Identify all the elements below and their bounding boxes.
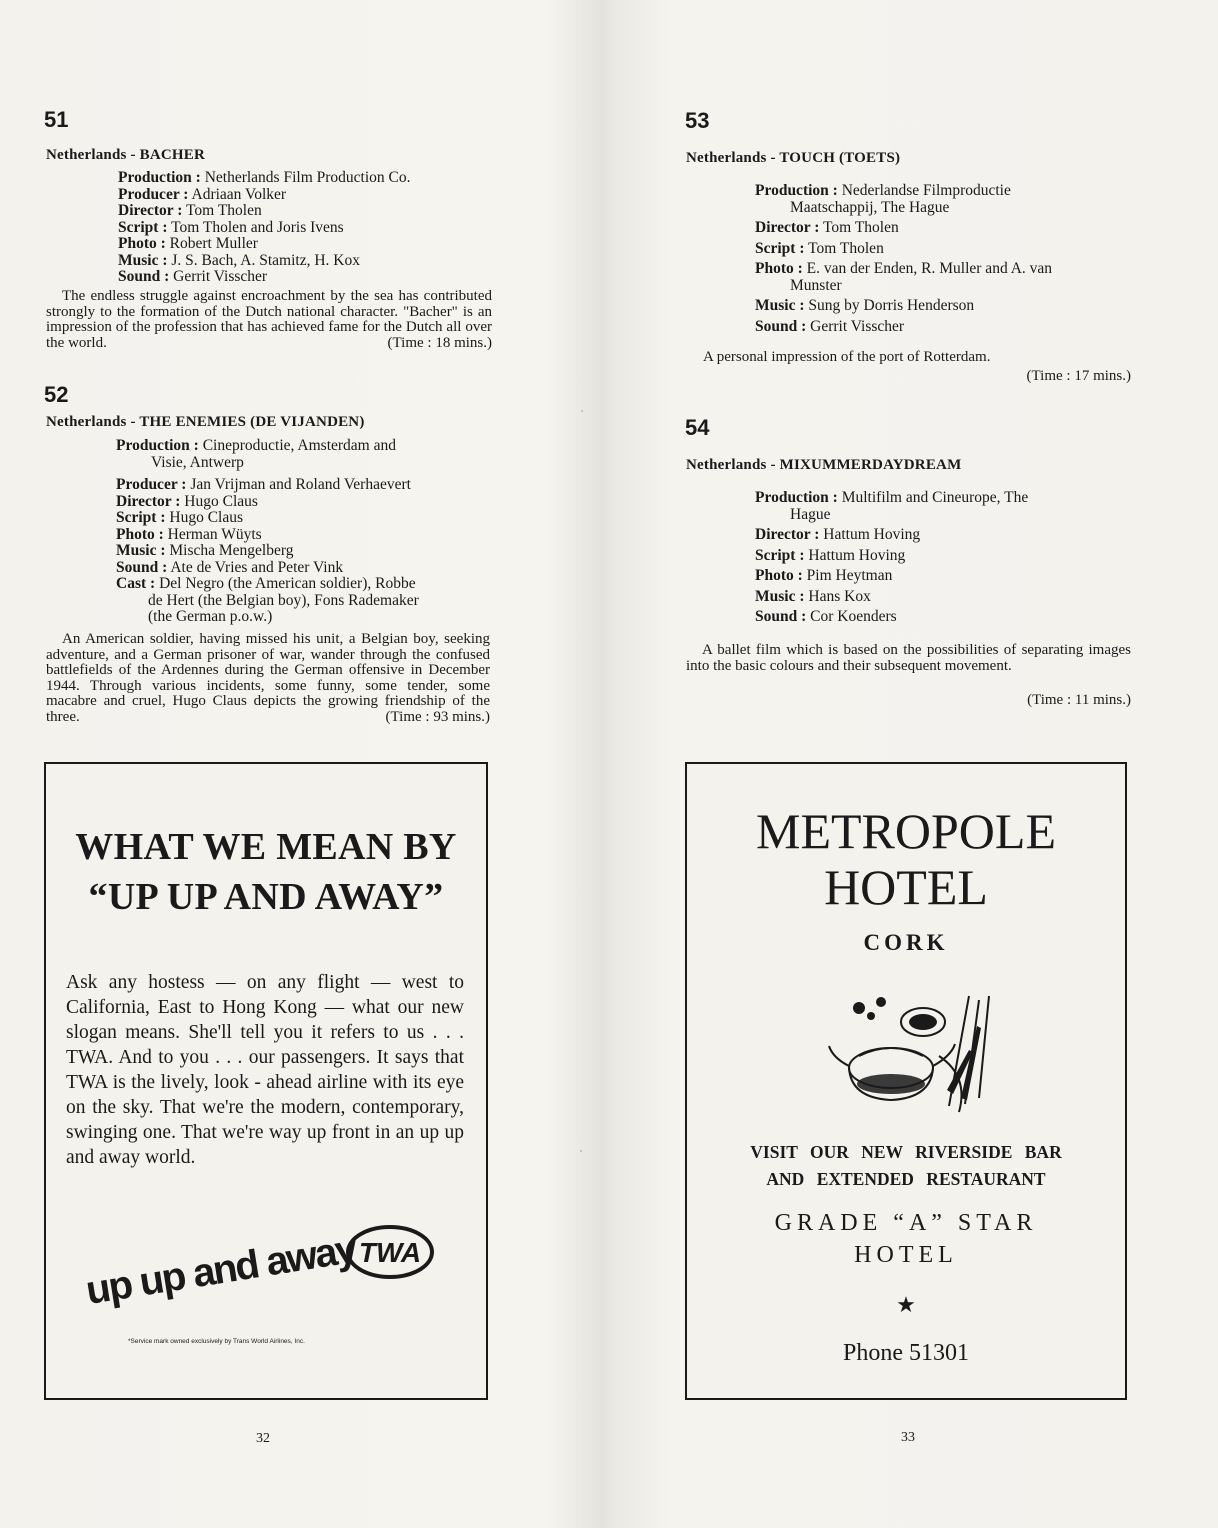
ad-footnote: *Service mark owned exclusively by Trans World Airlines, Inc. bbox=[128, 1338, 305, 1345]
ad-headline: “UP UP AND AWAY” bbox=[88, 876, 444, 918]
entry-number: 51 bbox=[44, 107, 69, 132]
hotel-name: METROPOLE bbox=[756, 803, 1056, 859]
film-title: Netherlands - THE ENEMIES (DE VIJANDEN) bbox=[46, 414, 365, 430]
film-time: (Time : 18 mins.) bbox=[387, 334, 492, 351]
credit-row: Script : Hugo Claus bbox=[116, 509, 244, 526]
hotel-advertisement bbox=[685, 762, 1127, 1400]
paper-speck bbox=[580, 1150, 582, 1152]
credit-row: Music : Hans Kox bbox=[755, 587, 871, 605]
hotel-bar-line: AND EXTENDED RESTAURANT bbox=[766, 1169, 1046, 1189]
ad-slogan: up up and away bbox=[82, 1226, 359, 1314]
credit-row: Photo : Pim Heytman bbox=[755, 567, 893, 584]
credit-row: Photo : Herman Wüyts bbox=[116, 525, 262, 543]
film-time: (Time : 11 mins.) bbox=[1027, 692, 1131, 708]
twa-advertisement bbox=[44, 762, 488, 1400]
credit-row: Producer : Adriaan Volker bbox=[118, 185, 287, 203]
credit-row: Director : Tom Tholen bbox=[118, 202, 262, 219]
credits-list bbox=[116, 438, 496, 626]
star-icon: ★ bbox=[896, 1292, 916, 1317]
twa-logo-text: TWA bbox=[358, 1237, 422, 1268]
credit-row: Photo : Robert Muller bbox=[118, 235, 258, 252]
film-title: Netherlands - BACHER bbox=[46, 147, 206, 163]
film-description: A personal impression of the port of Rotterdam. bbox=[703, 349, 991, 365]
page-number: 33 bbox=[901, 1430, 915, 1445]
credit-row: Cast : Del Negro (the American soldier), Robbe de Hert (the Belgian boy), Fons Rademaker (the German p.o.w.) bbox=[116, 575, 419, 625]
ad-headline: WHAT WE MEAN BY bbox=[75, 826, 457, 868]
right-page bbox=[609, 0, 1218, 1528]
credit-row: Producer : Jan Vrijman and Roland Verhaevert bbox=[116, 476, 411, 493]
credit-row: Music : Sung by Dorris Henderson bbox=[755, 297, 975, 314]
credit-row: Script : Tom Tholen and Joris Ivens bbox=[118, 218, 344, 236]
credit-row: Director : Hattum Hoving bbox=[755, 526, 921, 543]
hotel-name: HOTEL bbox=[824, 859, 988, 915]
film-title: Netherlands - MIXUMMERDAYDREAM bbox=[686, 457, 962, 473]
tableware-illustration-icon bbox=[819, 986, 1009, 1116]
credits-list bbox=[755, 183, 1145, 339]
hotel-phone: Phone 51301 bbox=[843, 1340, 969, 1366]
credit-row: Production : Cineproductie, Amsterdam and Visie, Antwerp bbox=[116, 437, 396, 471]
credit-row: Sound : Gerrit Visscher bbox=[118, 268, 268, 285]
hotel-bar-line: VISIT OUR NEW RIVERSIDE BAR bbox=[750, 1142, 1062, 1162]
hotel-grade-line: HOTEL bbox=[854, 1242, 958, 1268]
paper-speck bbox=[581, 410, 583, 412]
credits-list bbox=[755, 490, 1145, 630]
film-time: (Time : 93 mins.) bbox=[385, 708, 490, 725]
entry-number: 54 bbox=[685, 415, 710, 440]
credit-row: Sound : Cor Koenders bbox=[755, 608, 897, 625]
entry-number: 53 bbox=[685, 108, 710, 133]
hotel-grade-line: GRADE “A” STAR bbox=[774, 1210, 1038, 1236]
twa-logo-icon bbox=[342, 1222, 438, 1282]
credit-row: Photo : E. van der Enden, R. Muller and A. van Munster bbox=[755, 260, 1053, 294]
film-title: Netherlands - TOUCH (TOETS) bbox=[686, 150, 901, 166]
credit-row: Script : Hattum Hoving bbox=[755, 546, 906, 564]
page-number: 32 bbox=[256, 1431, 270, 1446]
film-time: (Time : 17 mins.) bbox=[1026, 368, 1131, 384]
credit-row: Production : Multifilm and Cineurope, The Hague bbox=[755, 489, 1029, 523]
film-description: A ballet film which is based on the possibilities of separating images into the basic colours and their subsequent movement. bbox=[686, 642, 1131, 674]
entry-number: 52 bbox=[44, 382, 69, 407]
credit-row: Sound : Ate de Vries and Peter Vink bbox=[116, 558, 344, 576]
credit-row: Sound : Gerrit Visscher bbox=[755, 317, 905, 335]
credit-row: Music : J. S. Bach, A. Stamitz, H. Kox bbox=[118, 251, 360, 269]
credit-row: Production : Netherlands Film Production Co. bbox=[118, 169, 411, 186]
ad-body-text: Ask any hostess — on any flight — west to California, East to Hong Kong — what our new slogan means. She'll tell you it refers to us . . . TWA. And to you . . . our passengers. It says that TWA is the lively, look - ahead airline with its eye on the sky. That we're the modern, contemporary, swinging one. That we're way up front in an up up and away world. bbox=[66, 972, 464, 1168]
credit-row: Production : Nederlandse Filmproductie Maatschappij, The Hague bbox=[755, 182, 1011, 216]
credit-row: Director : Hugo Claus bbox=[116, 492, 258, 510]
film-description: An American soldier, having missed his unit, a Belgian boy, seeking adventure, and a German prisoner of war, wander through the confused battlefields of the Ardennes during the German offensive in December 1944. Through various incidents, some funny, some tender, some macabre and cruel, Hugo Claus depicts the growing friendship of the three. (Time : 93 mins.) bbox=[46, 631, 490, 725]
film-description: The endless struggle against encroachment by the sea has contributed strongly to the formation of the Dutch national character. "Bacher" is an impression of the profession that has achieved fame for the Dutch all over the world. (Time : 18 mins.) bbox=[46, 288, 492, 351]
credits-list bbox=[118, 170, 498, 286]
credit-row: Music : Mischa Mengelberg bbox=[116, 542, 294, 559]
credit-row: Script : Tom Tholen bbox=[755, 239, 884, 257]
hotel-city: CORK bbox=[863, 930, 949, 955]
credit-row: Director : Tom Tholen bbox=[755, 219, 899, 236]
